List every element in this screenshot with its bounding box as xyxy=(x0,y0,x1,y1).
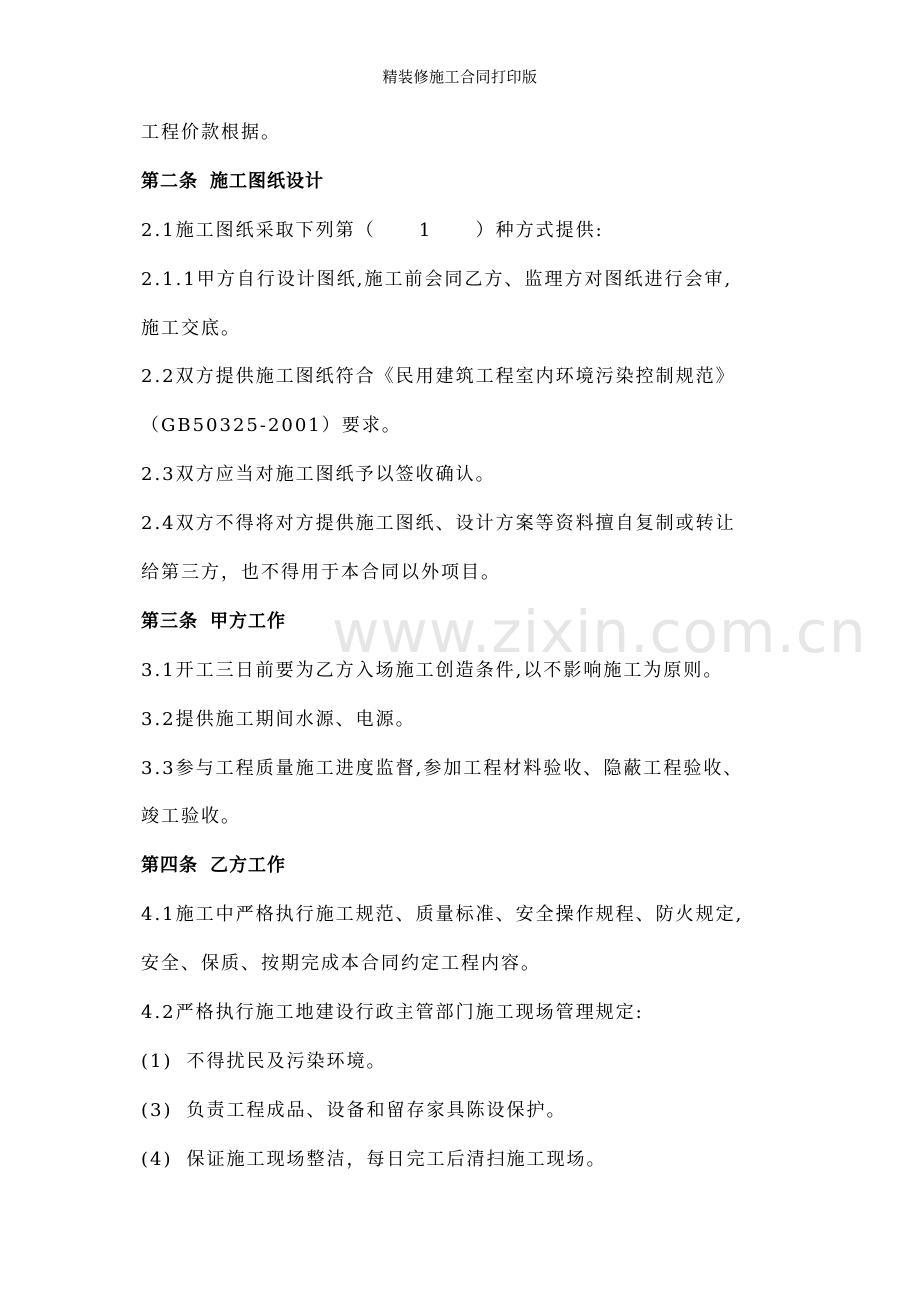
paragraph-line: 4.2严格执行施工地建设行政主管部门施工现场管理规定: xyxy=(141,1002,644,1024)
document-body xyxy=(141,113,791,1189)
list-marker: (3) xyxy=(141,1099,173,1121)
list-text: 不得扰民及污染环境。 xyxy=(186,1050,387,1072)
paragraph-line: 3.2提供施工期间水源、电源。 xyxy=(141,708,416,730)
fill-in-value: 1 xyxy=(418,219,433,241)
clause-text: ）种方式提供: xyxy=(475,219,604,241)
paragraph-line: 安全、保质、按期完成本合同约定工程内容。 xyxy=(141,953,541,975)
section-number: 第二条 xyxy=(141,170,198,192)
section-heading-3 xyxy=(141,602,791,651)
section-heading-4 xyxy=(141,846,791,895)
section-number: 第三条 xyxy=(141,610,198,632)
paragraph-line: 2.1.1甲方自行设计图纸,施工前会同乙方、监理方对图纸进行会审, xyxy=(141,268,733,290)
paragraph-line: 4.1施工中严格执行施工规范、质量标准、安全操作规程、防火规定, xyxy=(141,904,744,926)
section-number: 第四条 xyxy=(141,855,198,877)
list-text: 保证施工现场整洁，每日完工后清扫施工现场。 xyxy=(186,1148,607,1170)
watermark: www.zixin.com.cn xyxy=(332,598,867,666)
paragraph-line: 3.3参与工程质量施工进度监督,参加工程材料验收、隐蔽工程验收、 xyxy=(141,757,744,779)
list-item xyxy=(141,1042,791,1091)
paragraph-line: 施工交底。 xyxy=(141,317,241,339)
paragraph-line xyxy=(141,211,791,260)
page-header: 精装修施工合同打印版 xyxy=(382,68,538,86)
list-item xyxy=(141,1091,791,1140)
section-heading-2 xyxy=(141,162,791,211)
list-marker: (1) xyxy=(141,1050,173,1072)
section-title: 乙方工作 xyxy=(210,855,286,877)
clause-text: 2.1施工图纸采取下列第（ xyxy=(141,219,376,241)
list-text: 负责工程成品、设备和留存家具陈设保护。 xyxy=(186,1099,567,1121)
paragraph-line: 给第三方，也不得用于本合同以外项目。 xyxy=(141,562,501,584)
paragraph-line: 3.1开工三日前要为乙方入场施工创造条件,以不影响施工为原则。 xyxy=(141,659,724,681)
paragraph-line: （GB50325-2001）要求。 xyxy=(141,415,402,437)
paragraph-line: 2.2双方提供施工图纸符合《民用建筑工程室内环境污染控制规范》 xyxy=(141,366,736,388)
paragraph-line: 竣工验收。 xyxy=(141,806,241,828)
paragraph-line: 2.3双方应当对施工图纸予以签收确认。 xyxy=(141,464,496,486)
list-marker: (4) xyxy=(141,1148,173,1170)
paragraph-line: 工程价款根据。 xyxy=(141,122,281,143)
paragraph-line: 2.4双方不得将对方提供施工图纸、设计方案等资料擅自复制或转让 xyxy=(141,513,736,535)
list-item xyxy=(141,1140,791,1189)
section-title: 施工图纸设计 xyxy=(210,170,324,192)
section-title: 甲方工作 xyxy=(210,610,286,632)
